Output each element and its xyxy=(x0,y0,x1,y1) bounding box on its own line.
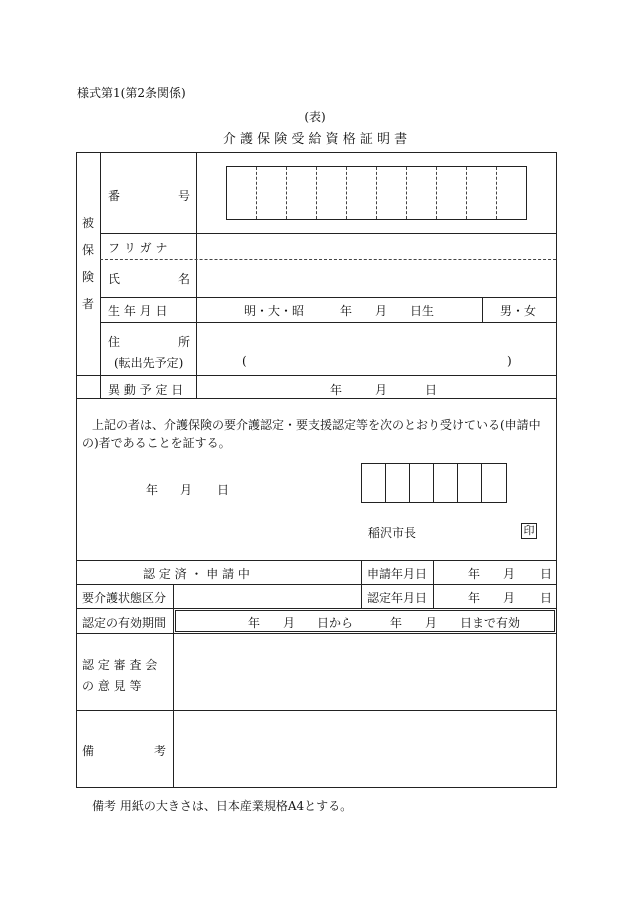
opinion-label-line-1: 認 定 審 査 会 xyxy=(82,658,158,672)
opinion-field[interactable] xyxy=(177,636,553,708)
valid-month-2: 月 xyxy=(425,616,438,630)
insured-label-char-1: 被 xyxy=(81,216,94,230)
application-date-label: 申請年月日 xyxy=(367,567,428,581)
cert-date-label: 認定年月日 xyxy=(367,591,428,605)
address-paren-open: ( xyxy=(242,354,247,368)
app-day: 日 xyxy=(540,567,553,581)
validity-label: 認定の有効期間 xyxy=(82,616,167,630)
remarks-field[interactable] xyxy=(177,713,553,785)
insured-label-char-4: 者 xyxy=(81,297,94,311)
move-month: 月 xyxy=(375,383,388,397)
insured-label-char-2: 保 xyxy=(81,243,94,257)
certified-applied-label[interactable]: 認 定 済 ・ 申 請 中 xyxy=(143,567,250,581)
birth-month: 月 xyxy=(375,304,388,318)
sex-options[interactable]: 男・女 xyxy=(500,304,537,318)
name-label: 氏 名 xyxy=(108,272,190,286)
birthdate-label: 生 年 月 日 xyxy=(108,304,168,318)
birth-year: 年 xyxy=(340,304,353,318)
birth-era-options[interactable]: 明・大・昭 xyxy=(244,304,305,318)
address-paren-close: ) xyxy=(507,354,512,368)
furigana-field[interactable] xyxy=(200,236,552,257)
official-seal: 印 xyxy=(521,523,537,539)
statement-line-1: 上記の者は、介護保険の要介護認定・要支援認定等を次のとおり受けている(申請中 xyxy=(92,418,541,432)
move-date-label: 異 動 予 定 日 xyxy=(108,383,184,397)
remarks-label: 備 考 xyxy=(82,744,166,758)
document-title: 介 護 保 険 受 給 資 格 証 明 書 xyxy=(222,132,408,147)
valid-until: 日まで有効 xyxy=(460,616,521,630)
name-field[interactable] xyxy=(200,262,552,295)
app-year: 年 xyxy=(468,567,481,581)
valid-month-1: 月 xyxy=(283,616,296,630)
insured-section-label xyxy=(78,210,98,318)
insured-number-field[interactable] xyxy=(226,166,527,220)
insured-label-char-3: 険 xyxy=(81,270,94,284)
footer-note: 備考 用紙の大きさは、日本産業規格A4とする。 xyxy=(92,799,353,813)
valid-year-1: 年 xyxy=(248,616,261,630)
number-label: 番 号 xyxy=(108,189,190,203)
address-sub-label: (転出先予定) xyxy=(114,356,184,370)
cert-date-day: 日 xyxy=(217,483,230,497)
cert-month: 月 xyxy=(503,591,516,605)
birth-day: 日生 xyxy=(410,304,435,318)
cert-date-month: 月 xyxy=(180,483,193,497)
cert-year: 年 xyxy=(468,591,481,605)
care-level-label: 要介護状態区分 xyxy=(82,591,167,605)
opinion-label-line-2: の 意 見 等 xyxy=(82,679,142,693)
address-label: 住 所 xyxy=(108,335,190,349)
move-year: 年 xyxy=(330,383,343,397)
issuer-name: 稲沢市長 xyxy=(368,526,417,540)
valid-year-2: 年 xyxy=(390,616,403,630)
cert-date-year: 年 xyxy=(146,483,159,497)
statement-line-2: の)者であることを証する。 xyxy=(82,436,231,450)
app-month: 月 xyxy=(503,567,516,581)
care-level-field[interactable] xyxy=(177,587,357,606)
side-label: (表) xyxy=(304,110,326,124)
cert-day: 日 xyxy=(540,591,553,605)
insurer-number-field[interactable] xyxy=(361,463,507,503)
valid-from: 日から xyxy=(317,616,354,630)
move-day: 日 xyxy=(425,383,438,397)
form-number: 様式第1(第2条関係) xyxy=(77,86,186,100)
forwarding-address-field[interactable] xyxy=(255,352,500,370)
furigana-label: フ リ ガ ナ xyxy=(108,241,168,255)
